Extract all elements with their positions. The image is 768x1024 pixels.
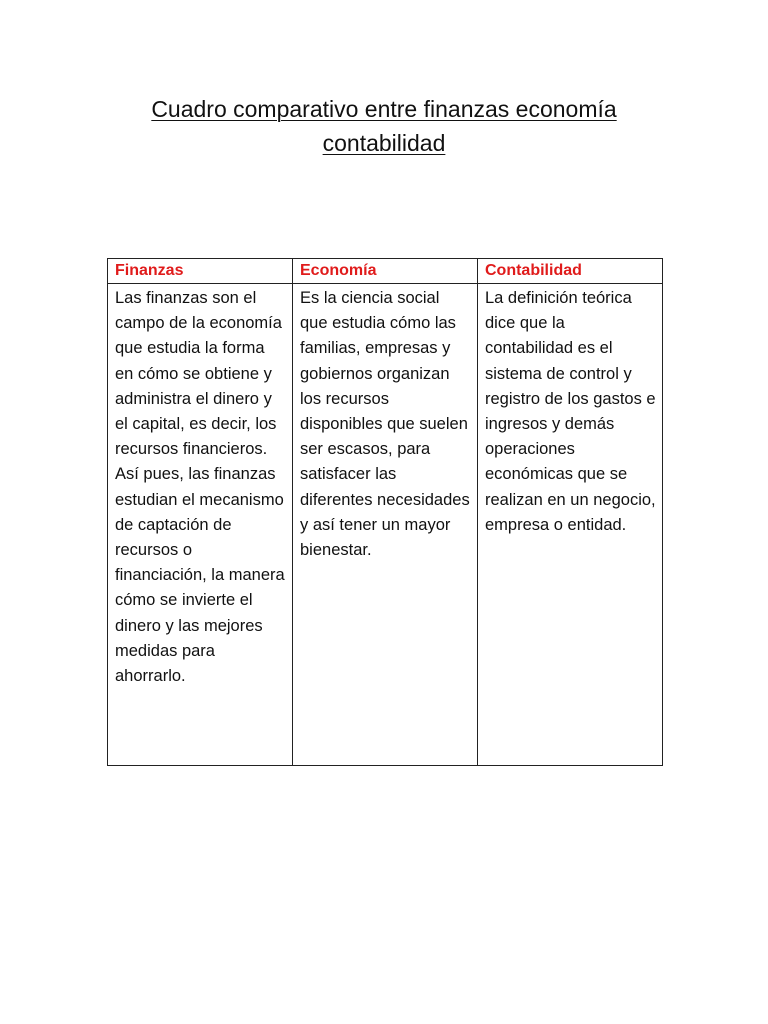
table-row (108, 284, 663, 766)
comparison-table (107, 258, 663, 766)
header-economia: Economía (293, 259, 478, 284)
page-title (0, 92, 768, 160)
cell-contabilidad-definition: La definición teórica dice que la contabilidad es el sistema de control y registro de los gastos e ingresos y demás operaciones económicas que se realizan en un negocio, empresa o entidad. (478, 284, 663, 766)
header-finanzas: Finanzas (108, 259, 293, 284)
cell-finanzas-definition: Las finanzas son el campo de la economía que estudia la forma en cómo se obtiene y administra el dinero y el capital, es decir, los recursos financieros. Así pues, las finanzas estudian el mecanismo de captación de recursos o financiación, la manera cómo se invierte el dinero y las mejores medidas para ahorrarlo. (108, 284, 293, 766)
page-title-line-1: Cuadro comparativo entre finanzas economía (151, 96, 617, 122)
page-title-line-2: contabilidad (322, 130, 446, 156)
header-contabilidad: Contabilidad (478, 259, 663, 284)
table-header-row (108, 259, 663, 284)
cell-economia-definition: Es la ciencia social que estudia cómo las familias, empresas y gobiernos organizan los recursos disponibles que suelen ser escasos, para satisfacer las diferentes necesidades y así tener un mayor bienestar. (293, 284, 478, 766)
